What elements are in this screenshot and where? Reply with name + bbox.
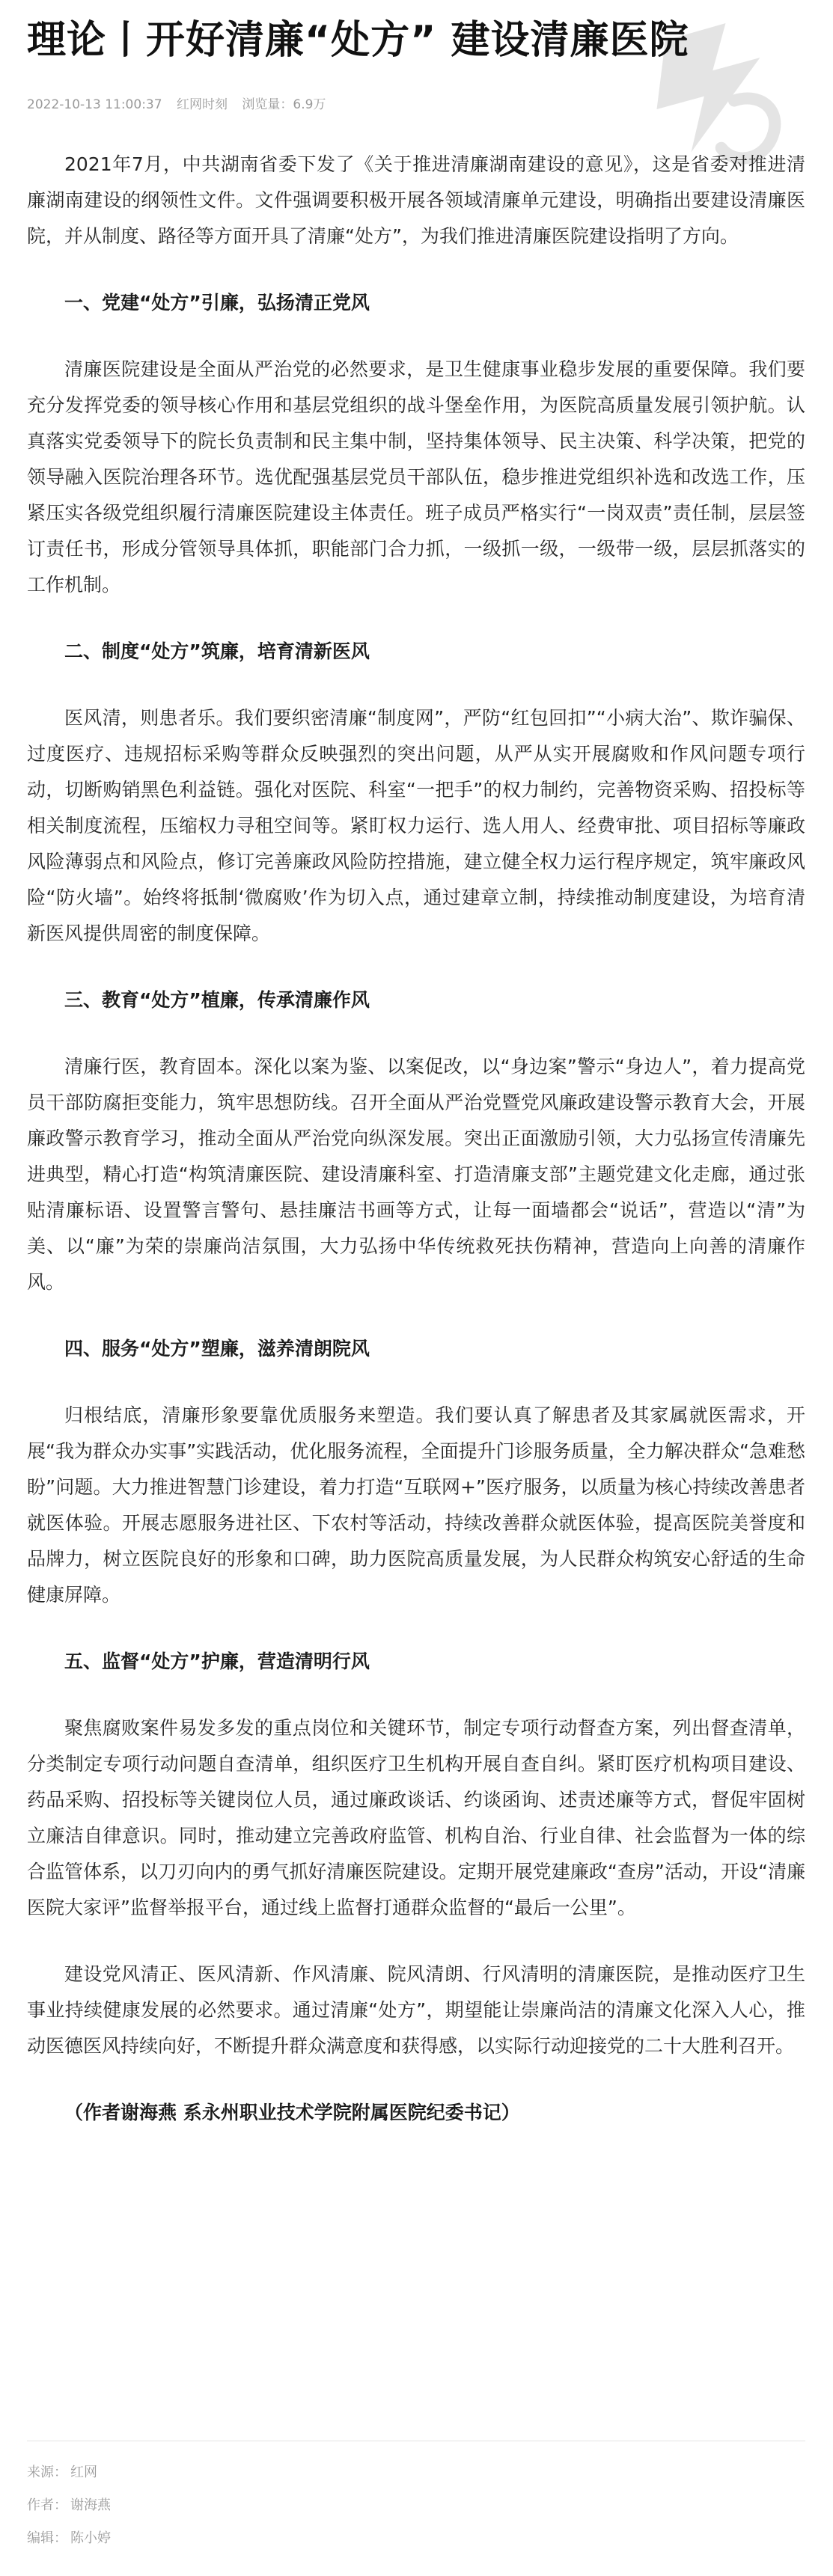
article-footer — [27, 2456, 114, 2555]
footer-source-label: 来源： — [27, 2465, 67, 2480]
section-heading-4: 四、服务“处方”塑廉，滋养清朗院风 — [64, 1338, 370, 1359]
footer-author-label: 作者： — [27, 2497, 67, 2513]
source-channel: 红网时刻 — [176, 97, 228, 112]
paragraph-section-1: 清廉医院建设是全面从严治党的必然要求，是卫生健康事业稳步发展的重要保障。我们要充分发挥党委的领导核心作用和基层党组织的战斗堡垒作用，为医院高质量发展引领护航。认真落实党委领导下的院长负责制和民主集中制，坚持集体领导、民主决策、科学决策，把党的领导融入医院治理各环节。选优配强基层党员干部队伍，稳步推进党组织补选和改选工作，压紧压实各级党组织履行清廉医院建设主体责任。班子成员严格实行“一岗双责”责任制，层层签订责任书，形成分管领导具体抓，职能部门合力抓，一级抓一级，一级带一级，层层抓落实的工作机制。 — [27, 358, 805, 596]
section-heading-2: 二、制度“处方”筑廉，培育清新医风 — [64, 640, 370, 662]
paragraph-intro: 2021年7月，中共湖南省委下发了《关于推进清廉湖南建设的意见》，这是省委对推进清廉湖南建设的纲领性文件。文件强调要积极开展各领域清廉单元建设，明确指出要建设清廉医院，并从制度、路径等方面开具了清廉“处方”，为我们推进清廉医院建设指明了方向。 — [27, 153, 805, 247]
article-title: 理论丨开好清廉“处方” 建设清廉医院 — [27, 18, 689, 63]
footer-author-value: 谢海燕 — [70, 2497, 111, 2513]
paragraph-conclusion: 建设党风清正、医风清新、作风清廉、院风清朗、行风清明的清廉医院，是推动医疗卫生事业持续健康发展的必然要求。通过清廉“处方”，期望能让崇廉尚洁的清廉文化深入人心，推动医德医风持续向好，不断提升群众满意度和获得感，以实际行动迎接党的二十大胜利召开。 — [27, 1963, 805, 2057]
section-heading-1: 一、党建“处方”引廉，弘扬清正党风 — [64, 292, 370, 313]
footer-author — [27, 2489, 114, 2522]
paragraph-section-5: 聚焦腐败案件易发多发的重点岗位和关键环节，制定专项行动督查方案，列出督查清单，分类制定专项行动问题自查清单，组织医疗卫生机构开展自查自纠。紧盯医疗机构项目建设、药品采购、招投标等关键岗位人员，通过廉政谈话、约谈函询、述责述廉等方式，督促牢固树立廉洁自律意识。同时，推动建立完善政府监管、机构自治、行业自律、社会监督为一体的综合监管体系，以刀刃向内的勇气抓好清廉医院建设。定期开展党建廉政“查房”活动，开设“清廉医院大家评”监督举报平台，通过线上监督打通群众监督的“最后一公里”。 — [27, 1717, 805, 1918]
publish-datetime: 2022-10-13 11:00:37 — [27, 97, 162, 112]
author-note: （作者谢海燕 系永州职业技术学院附属医院纪委书记） — [64, 2102, 520, 2123]
section-heading-5: 五、监督“处方”护廉，营造清明行风 — [64, 1650, 370, 1672]
footer-editor — [27, 2522, 114, 2555]
footer-source-value: 红网 — [70, 2465, 97, 2480]
footer-editor-label: 编辑： — [27, 2530, 67, 2546]
footer-editor-value: 陈小婷 — [70, 2530, 111, 2546]
article-meta — [27, 94, 336, 112]
paragraph-section-4: 归根结底，清廉形象要靠优质服务来塑造。我们要认真了解患者及其家属就医需求，开展“我为群众办实事”实践活动，优化服务流程，全面提升门诊服务质量，全力解决群众“急难愁盼”问题。大力推进智慧门诊建设，着力打造“互联网+”医疗服务，以质量为核心持续改善患者就医体验。开展志愿服务进社区、下农村等活动，持续改善群众就医体验，提高医院美誉度和品牌力，树立医院良好的形象和口碑，助力医院高质量发展，为人民群众构筑安心舒适的生命健康屏障。 — [27, 1404, 805, 1606]
paragraph-section-2: 医风清，则患者乐。我们要织密清廉“制度网”，严防“红包回扣”“小病大治”、欺诈骗保、过度医疗、违规招标采购等群众反映强烈的突出问题，从严从实开展腐败和作风问题专项行动，切断购销黑色利益链。强化对医院、科室“一把手”的权力制约，完善物资采购、招投标等相关制度流程，压缩权力寻租空间等。紧盯权力运行、选人用人、经费审批、项目招标等廉政风险薄弱点和风险点，修订完善廉政风险防控措施，建立健全权力运行程序规定，筑牢廉政风险“防火墙”。始终将抵制‘微腐败’作为切入点，通过建章立制，持续推动制度建设，为培育清新医风提供周密的制度保障。 — [27, 707, 805, 944]
article-body — [27, 147, 805, 2160]
footer-source — [27, 2456, 114, 2489]
paragraph-section-3: 清廉行医，教育固本。深化以案为鉴、以案促改，以“身边案”警示“身边人”，着力提高党员干部防腐拒变能力，筑牢思想防线。召开全面从严治党暨党风廉政建设警示教育大会，开展廉政警示教育学习，推动全面从严治党向纵深发展。突出正面激励引领，大力弘扬宣传清廉先进典型，精心打造“构筑清廉医院、建设清廉科室、打造清廉支部”主题党建文化走廊，通过张贴清廉标语、设置警言警句、悬挂廉洁书画等方式，让每一面墙都会“说话”，营造以“清”为美、以“廉”为荣的崇廉尚洁氛围，大力弘扬中华传统救死扶伤精神，营造向上向善的清廉作风。 — [27, 1056, 805, 1293]
section-heading-3: 三、教育“处方”植廉，传承清廉作风 — [64, 989, 370, 1011]
view-count: 浏览量：6.9万 — [242, 97, 326, 112]
